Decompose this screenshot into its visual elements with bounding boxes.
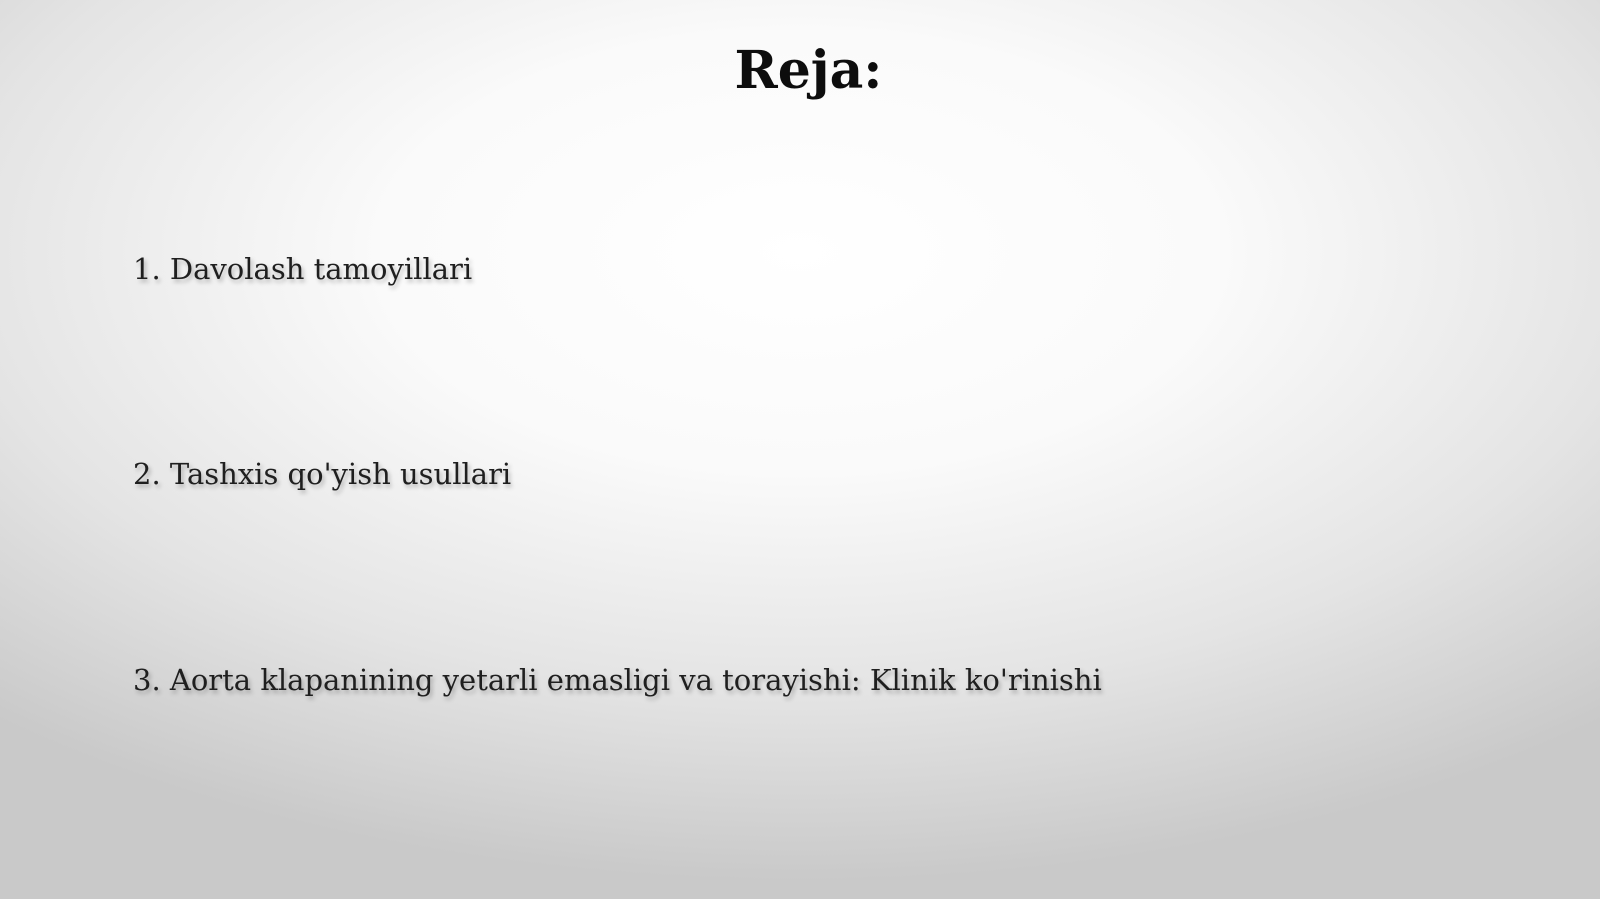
- plan-item-2: 2. Tashxis qo'yish usullari: [133, 457, 512, 491]
- slide-title: Reja:: [734, 40, 883, 101]
- plan-item-1: 1. Davolash tamoyillari: [133, 252, 473, 286]
- plan-item-3: 3. Aorta klapanining yetarli emasligi va torayishi: Klinik ko'rinishi: [133, 663, 1102, 697]
